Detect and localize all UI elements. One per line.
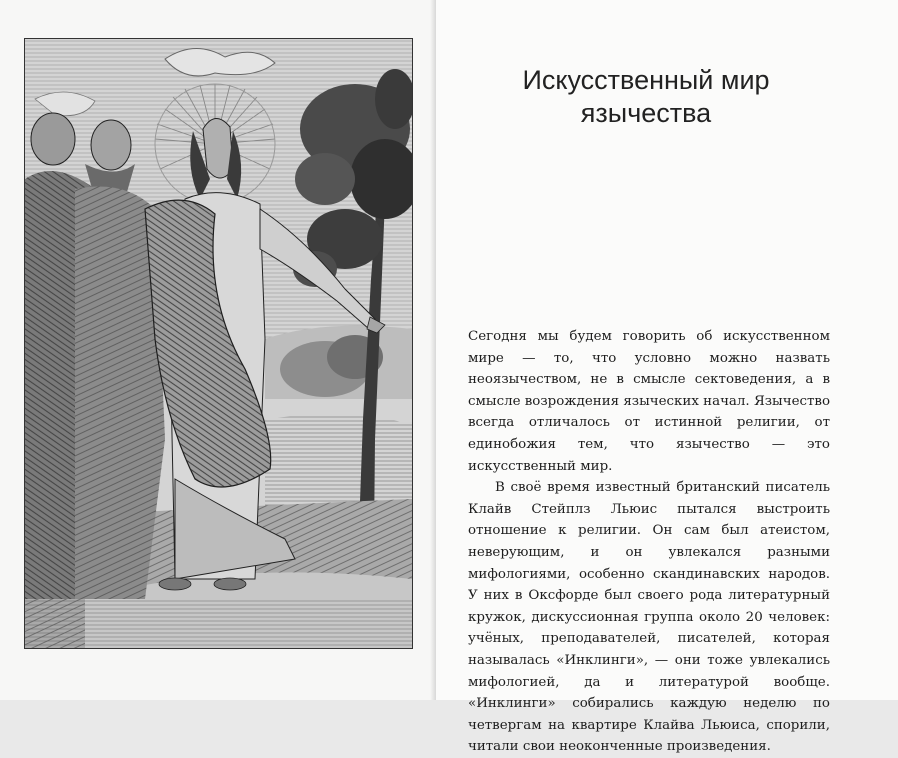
paragraph-1: Сегодня мы будем говорить об искусственном мире — то, что условно можно назвать неоязычеством, не в смысле сектоведения, а в смысле возрождения языческих начал. Язычество всегда отличалось от истинной религии, от единобожия тем, что язычество — это искусственный мир. (468, 329, 830, 474)
paragraph-2: В своё время известный британский писатель Клайв Стейплз Льюис пытался выстроить отношение к религии. Он сам был атеистом, неверующим, и он увлекался разными мифологиями, особенно скандинавских народов. У них в Оксфорде был своего рода литературный кружок, дискуссионная группа около 20 человек: учёных, преподавателей, писателей, которая называлась «Инклинги», — они тоже увлекались мифологией, да и литературой вообще. «Инклинги» собирались каждую неделю по четвергам на квартире Клайва Льюиса, спорили, читали свои неоконченные произведения. (468, 480, 830, 755)
left-page (0, 0, 436, 700)
engraving-illustration (24, 38, 413, 649)
chapter-title: Искусственный мир язычества (522, 65, 770, 128)
chapter-body (468, 326, 830, 758)
